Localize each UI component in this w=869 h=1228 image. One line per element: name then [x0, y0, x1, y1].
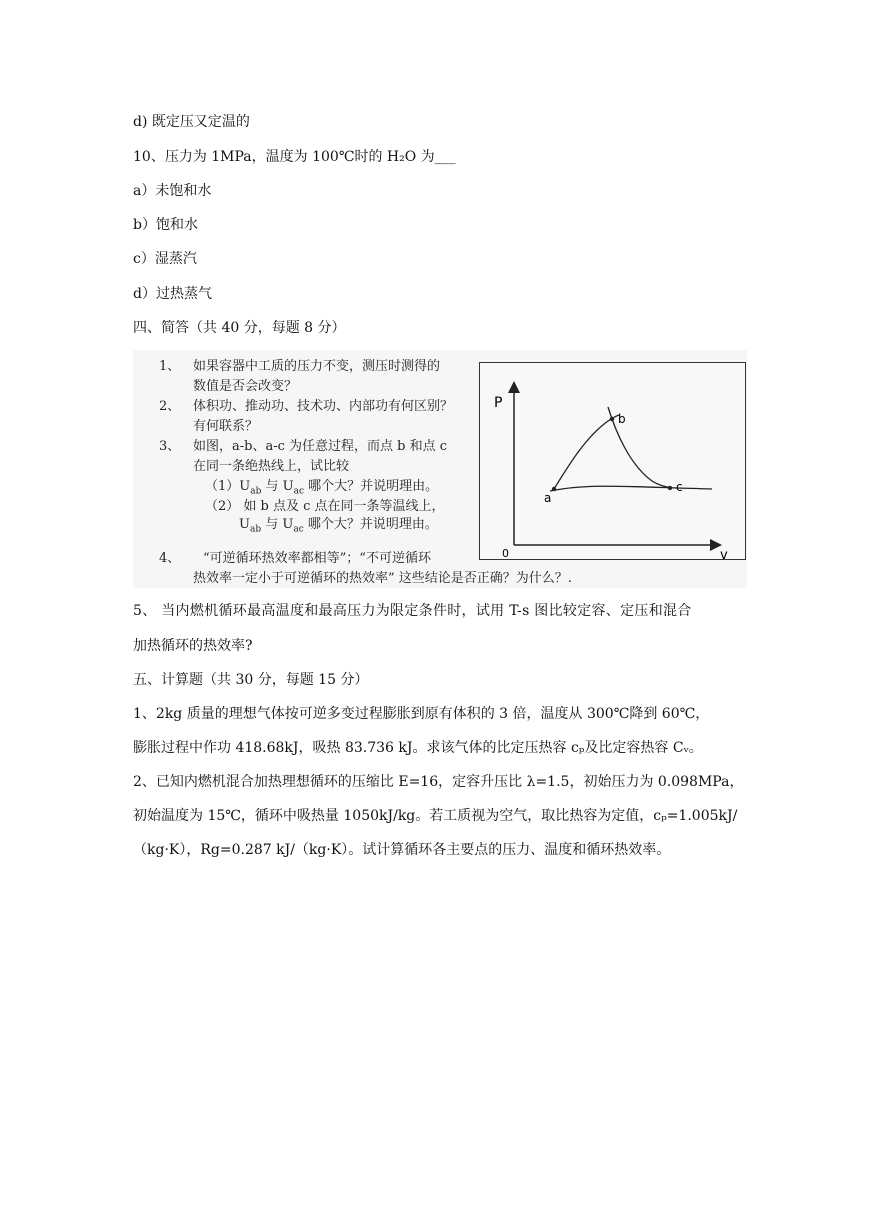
q2-number: 2、 [159, 399, 181, 414]
calc-1-line1: 1、2kg 质量的理想气体按可逆多变过程膨胀到原有体积的 3 倍，温度从 300℃降到 60℃， [133, 706, 710, 722]
option-a: a）未饱和水 [133, 183, 212, 199]
q3-line5: $U_{ab}$ 与 $U_{ac}$ 哪个大？并说明理由。 [239, 517, 438, 535]
option-c: c）湿蒸汽 [133, 251, 197, 267]
q3-line1: 如图，a-b、a-c 为任意过程，而点 b 和点 c [193, 439, 448, 454]
pv-diagram-svg [480, 363, 745, 559]
question-9d: d) 既定压又定温的 [133, 114, 250, 130]
point-c [668, 486, 672, 490]
scanned-questions-figure [133, 350, 747, 588]
section-4-heading: 四、简答（共 40 分，每题 8 分） [133, 320, 346, 336]
option-b: b）饱和水 [133, 217, 198, 233]
q2-line1: 体积功、推动功、技术功、内部功有何区别？ [193, 399, 454, 414]
calc-2-line2: 初始温度为 15℃，循环中吸热量 1050kJ/kg。若工质视为空气，取比热容为定值，cₚ=1.005kJ/ [133, 808, 738, 824]
question-5-line1: 5、 当内燃机循环最高温度和最高压力为限定条件时，试用 T-s 图比较定容、定压和混合 [133, 603, 692, 619]
point-a [552, 487, 556, 491]
origin-label: 0 [502, 547, 509, 559]
question-5-line2: 加热循环的热效率? [133, 638, 253, 654]
process-curve-ab [554, 415, 620, 489]
calc-2-line1: 2、已知内燃机混合加热理想循环的压缩比 E=16，定容升压比 λ=1.5，初始压力为 0.098MPa， [133, 774, 744, 790]
v-axis-label: v [720, 548, 728, 559]
process-curve-ac [550, 486, 712, 491]
question-10: 10、压力为 1MPa，温度为 100℃时的 H₂O 为___ [133, 149, 456, 165]
q1-line2: 数值是否会改变？ [193, 379, 298, 394]
point-b [610, 417, 614, 421]
q4-number: 4、 [159, 551, 181, 566]
q3-number: 3、 [159, 439, 181, 454]
point-b-label: b [618, 412, 626, 426]
point-c-label: c [676, 480, 683, 494]
q1-number: 1、 [159, 359, 181, 374]
q4-line1: “可逆循环热效率都相等”；“不可逆循环 [203, 551, 431, 566]
q3-line3: $(1)U_{ab}$ 与 $U_{ac}$ 哪个大？并说明理由。 [205, 479, 439, 497]
option-d: d）过热蒸气 [133, 286, 212, 302]
q3-line4: （2） 如 b 点及 c 点在同一条等温线上， [205, 499, 445, 514]
section-5-heading: 五、计算题（共 30 分，每题 15 分） [133, 672, 369, 688]
pv-diagram [479, 362, 746, 560]
p-axis-label: P [494, 395, 503, 411]
q4-line2: 热效率一定小于可逆循环的热效率” 这些结论是否正确？为什么？. [193, 571, 572, 586]
q3-line2: 在同一条绝热线上，试比较 [193, 459, 350, 474]
q1-line1: 如果容器中工质的压力不变，测压时测得的 [193, 359, 441, 374]
calc-2-line3: （kg·K），Rg=0.287 kJ/（kg·K）。试计算循环各主要点的压力、温度和循环热效率。 [133, 842, 671, 858]
calc-1-line2: 膨胀过程中作功 418.68kJ，吸热 83.736 kJ。求该气体的比定压热容 cₚ及比定容热容 Cᵥ。 [133, 740, 703, 756]
q2-line2: 有何联系？ [193, 419, 259, 434]
point-a-label: a [544, 491, 552, 505]
